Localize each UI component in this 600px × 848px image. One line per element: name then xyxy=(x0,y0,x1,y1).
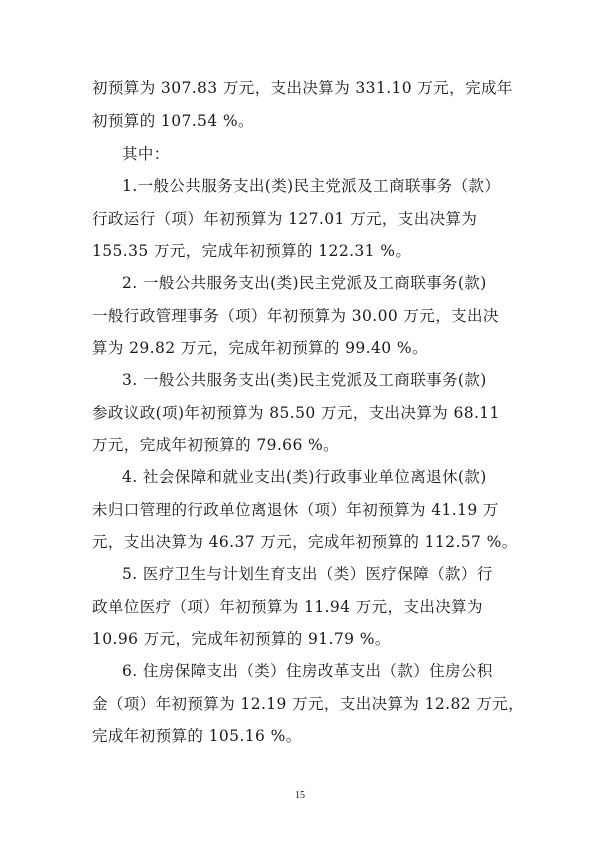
text-line-15: 元，支出决算为 46.37 万元，完成年初预算的 112.57 %。 xyxy=(92,533,518,551)
page-number: 15 xyxy=(295,790,305,801)
text-line-13: 4. 社会保障和就业支出(类)行政事业单位离退休(款) xyxy=(122,468,487,486)
text-line-2: 初预算的 107.54 %。 xyxy=(92,112,254,130)
text-line-11: 参政议政(项)年初预算为 85.50 万元，支出决算为 68.11 xyxy=(92,404,500,422)
text-line-3: 其中： xyxy=(122,145,170,163)
text-line-19: 6. 住房保障支出（类）住房改革支出（款）住房公积 xyxy=(122,662,493,680)
text-line-18: 10.96 万元，完成年初预算的 91.79 %。 xyxy=(92,630,391,648)
text-line-8: 一般行政管理事务（项）年初预算为 30.00 万元，支出决 xyxy=(92,307,499,325)
text-line-4: 1.一般公共服务支出(类)民主党派及工商联事务（款） xyxy=(122,177,501,195)
text-line-12: 万元，完成年初预算的 79.66 %。 xyxy=(92,436,340,454)
text-line-1: 初预算为 307.83 万元，支出决算为 331.10 万元，完成年 xyxy=(92,79,513,97)
text-line-20: 金（项）年初预算为 12.19 万元，支出决算为 12.82 万元， xyxy=(92,695,525,713)
text-line-6: 155.35 万元，完成年初预算的 122.31 %。 xyxy=(92,242,412,260)
text-line-10: 3. 一般公共服务支出(类)民主党派及工商联事务(款) xyxy=(122,371,487,389)
text-line-14: 未归口管理的行政单位离退休（项）年初预算为 41.19 万 xyxy=(92,501,499,519)
text-line-7: 2. 一般公共服务支出(类)民主党派及工商联事务(款) xyxy=(122,274,487,292)
text-line-5: 行政运行（项）年初预算为 127.01 万元，支出决算为 xyxy=(92,210,478,228)
text-line-17: 政单位医疗（项）年初预算为 11.94 万元，支出决算为 xyxy=(92,598,483,616)
text-line-9: 算为 29.82 万元，完成年初预算的 99.40 %。 xyxy=(92,339,428,357)
text-line-16: 5. 医疗卫生与计划生育支出（类）医疗保障（款）行 xyxy=(122,565,493,583)
text-line-21: 完成年初预算的 105.16 %。 xyxy=(92,727,302,745)
